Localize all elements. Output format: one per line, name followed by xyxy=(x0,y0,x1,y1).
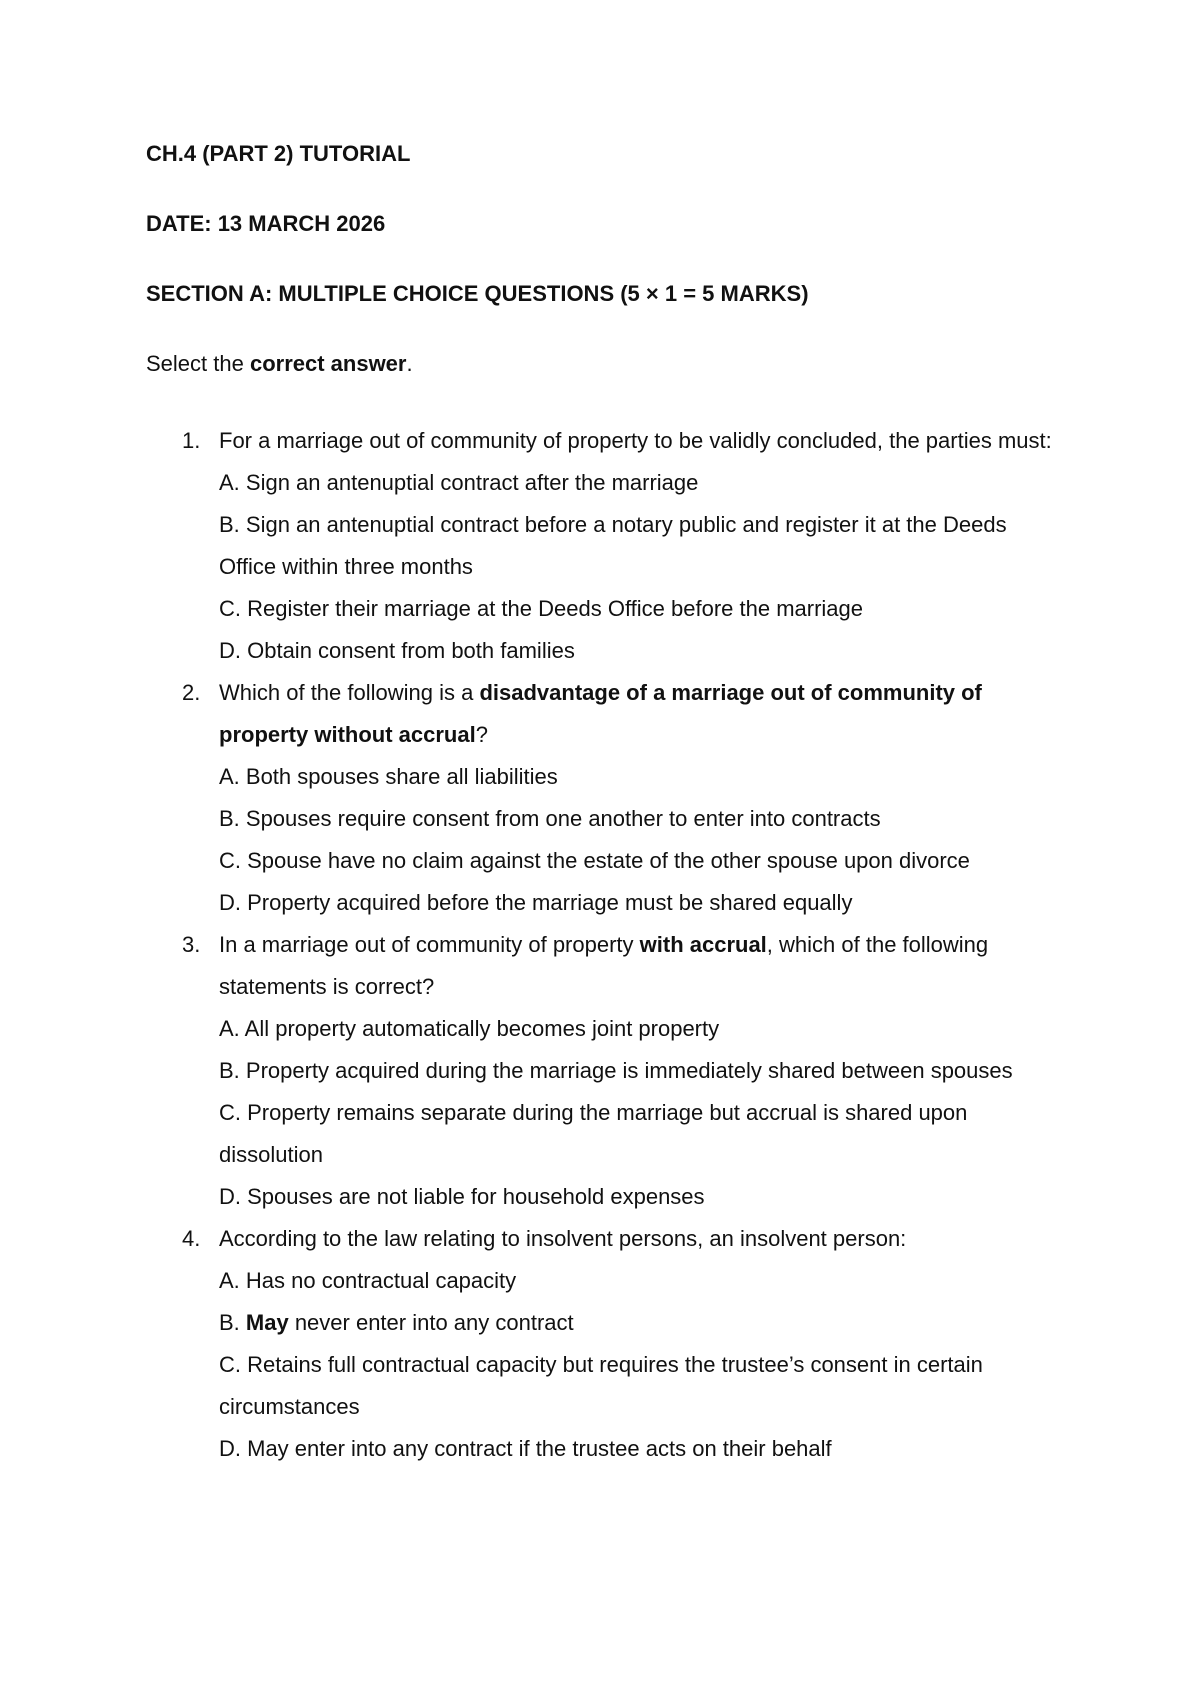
option-b: B. Spouses require consent from one another to enter into contracts xyxy=(219,806,881,831)
question-text xyxy=(219,924,1066,1008)
instruction-text xyxy=(146,350,1066,378)
option-c: C. Retains full contractual capacity but requires the trustee’s consent in certain circumstances xyxy=(219,1352,983,1419)
option-d: D. May enter into any contract if the trustee acts on their behalf xyxy=(219,1436,832,1461)
instruction-emphasis: correct answer xyxy=(249,351,407,376)
option-b xyxy=(219,1302,1066,1344)
option-b: B. Property acquired during the marriage is immediately shared between spouses xyxy=(219,1058,1013,1083)
question-1 xyxy=(146,420,1066,672)
option-d: D. Spouses are not liable for household expenses xyxy=(219,1184,705,1209)
instruction-prefix: Select the xyxy=(146,351,250,376)
option-d: D. Property acquired before the marriage must be shared equally xyxy=(219,890,853,915)
question-text-prefix: In a marriage out of community of property xyxy=(219,932,640,957)
question-number: 3. xyxy=(182,932,201,957)
question-4 xyxy=(146,1218,1066,1470)
date-line: DATE: 13 MARCH 2026 xyxy=(146,211,386,236)
question-text-suffix: ? xyxy=(475,722,488,747)
page-title: CH.4 (PART 2) TUTORIAL xyxy=(146,141,411,166)
question-2 xyxy=(146,672,1066,924)
question-list xyxy=(146,420,1066,1470)
instruction-suffix: . xyxy=(406,351,413,376)
question-text-suffix: , which of the following statements is correct? xyxy=(219,932,989,999)
document-page xyxy=(146,140,1066,1470)
section-heading: SECTION A: MULTIPLE CHOICE QUESTIONS (5 × 1 = 5 MARKS) xyxy=(146,281,809,306)
option-c: C. Property remains separate during the marriage but accrual is shared upon dissolution xyxy=(219,1100,968,1167)
question-text: According to the law relating to insolvent persons, an insolvent person: xyxy=(219,1226,907,1251)
question-text-emphasis: disadvantage of a marriage out of community of property without accrual xyxy=(219,680,982,747)
option-b-emphasis: May xyxy=(245,1310,289,1335)
question-number: 1. xyxy=(182,428,201,453)
question-text xyxy=(219,672,1066,756)
option-a: A. All property automatically becomes joint property xyxy=(219,1016,720,1041)
question-number: 4. xyxy=(182,1226,201,1251)
question-number: 2. xyxy=(182,680,201,705)
question-3 xyxy=(146,924,1066,1218)
question-text-emphasis: with accrual xyxy=(639,932,767,957)
option-b: B. Sign an antenuptial contract before a notary public and register it at the Deeds Office within three months xyxy=(219,512,1007,579)
question-text-prefix: Which of the following is a xyxy=(219,680,480,705)
option-c: C. Register their marriage at the Deeds Office before the marriage xyxy=(219,596,864,621)
option-b-suffix: never enter into any contract xyxy=(288,1310,574,1335)
option-a: A. Has no contractual capacity xyxy=(219,1268,517,1293)
question-text: For a marriage out of community of property to be validly concluded, the parties must: xyxy=(219,428,1052,453)
option-c: C. Spouse have no claim against the estate of the other spouse upon divorce xyxy=(219,848,970,873)
option-d: D. Obtain consent from both families xyxy=(219,638,575,663)
option-a: A. Both spouses share all liabilities xyxy=(219,764,558,789)
option-b-prefix: B. xyxy=(219,1310,246,1335)
option-a: A. Sign an antenuptial contract after the marriage xyxy=(219,470,699,495)
